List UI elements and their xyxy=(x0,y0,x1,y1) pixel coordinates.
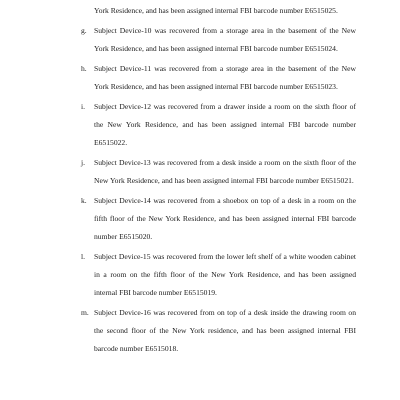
list-item-text: Subject Device-10 was recovered from a storage area in the basement of the New York Residence, and has been assigned internal FBI barcode number E6515024. xyxy=(94,26,356,53)
list-item-marker: i. xyxy=(81,102,86,111)
list-item xyxy=(0,192,400,246)
evidence-list xyxy=(0,20,400,359)
list-item-marker: l. xyxy=(81,252,86,261)
list-item xyxy=(0,60,400,96)
list-item-marker: g. xyxy=(81,26,87,35)
list-item-marker: m. xyxy=(81,308,89,317)
list-item xyxy=(0,22,400,58)
list-item xyxy=(0,248,400,302)
list-item-text: Subject Device-16 was recovered from on top of a desk inside the drawing room on the second floor of the New York residence, and has been assigned internal FBI barcode number E6515018. xyxy=(94,308,356,353)
list-item-text: Subject Device-11 was recovered from a storage area in the basement of the New York Residence, and has been assigned internal FBI barcode number E6515023. xyxy=(94,64,356,91)
list-item xyxy=(0,154,400,190)
list-item xyxy=(0,98,400,152)
list-item-text: Subject Device-15 was recovered from the lower left shelf of a white wooden cabinet in a room on the fifth floor of the New York Residence, and has been assigned internal FBI barcode number E6515019. xyxy=(94,252,356,297)
list-item-text: Subject Device-13 was recovered from a desk inside a room on the sixth floor of the New York Residence, and has been assigned internal FBI barcode number E6515021. xyxy=(94,158,356,185)
list-item-marker: j. xyxy=(81,158,86,167)
list-item-text: Subject Device-14 was recovered from a shoebox on top of a desk in a room on the fifth floor of the New York Residence, and has been assigned internal FBI barcode number E6515020. xyxy=(94,196,356,241)
list-item-text: Subject Device-12 was recovered from a drawer inside a room on the sixth floor of the New York Residence, and has been assigned internal FBI barcode number E6515022. xyxy=(94,102,356,147)
list-item xyxy=(0,304,400,358)
list-item-marker: h. xyxy=(81,64,87,73)
continued-paragraph: York Residence, and has been assigned internal FBI barcode number E6515025. xyxy=(94,6,338,15)
list-item-marker: k. xyxy=(81,196,87,205)
